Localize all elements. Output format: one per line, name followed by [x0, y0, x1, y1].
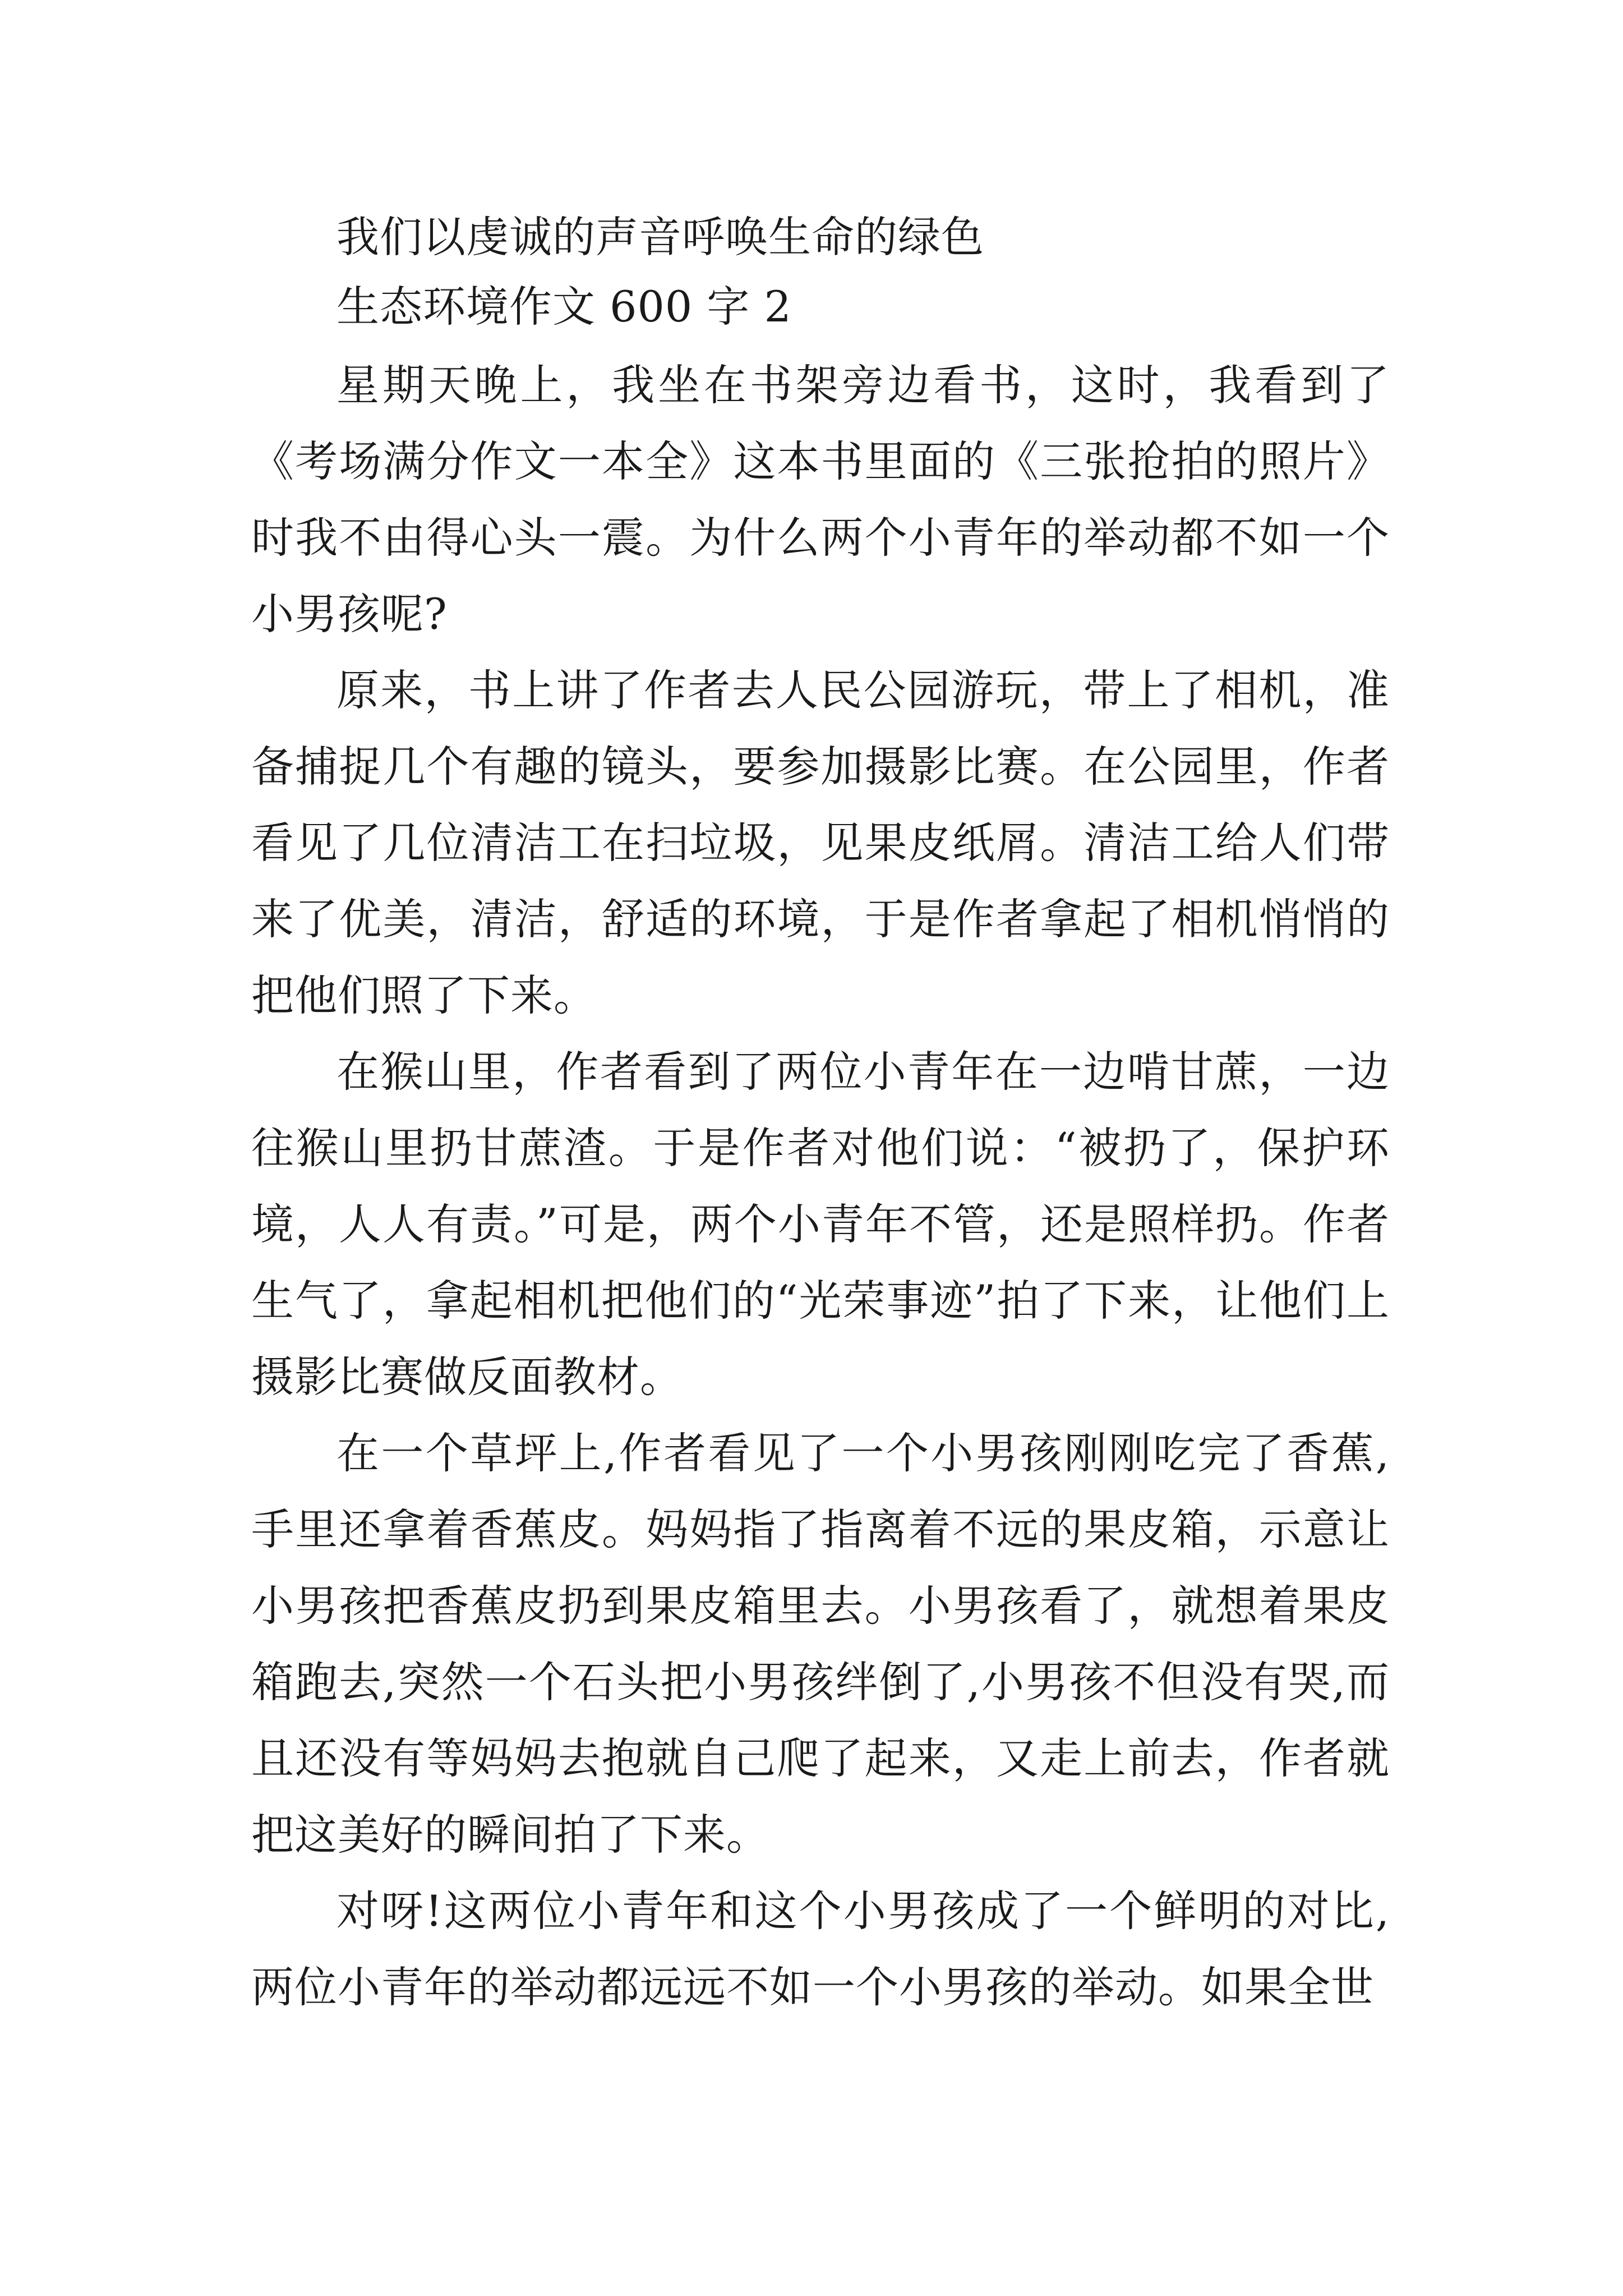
paragraph-3: 在猴山里，作者看到了两位小青年在一边啃甘蔗，一边往猴山里扔甘蔗渣。于是作者对他们说：“被扔了，保护环境，人人有责。”可是，两个小青年不管，还是照样扔。作者生气了，拿起相机把他们的“光荣事迹”拍了下来，让他们上摄影比赛做反面教材。: [251, 1047, 1390, 1402]
paragraph-1: 星期天晚上，我坐在书架旁边看书，这时，我看到了《考场满分作文一本全》这本书里面的《三张抢拍的照片》时我不由得心头一震。为什么两个小青年的举动都不如一个小男孩呢?: [251, 360, 1390, 639]
paragraph-5: 对呀!这两位小青年和这个小男孩成了一个鲜明的对比,两位小青年的举动都远远不如一个小男孩的举动。如果全世: [251, 1886, 1390, 2012]
document-heading: 生态环境作文 600 字 2: [336, 282, 792, 332]
document-body: [251, 199, 1390, 2026]
intro-line: 我们以虔诚的声音呼唤生命的绿色: [336, 212, 984, 262]
paragraph-2: 原来，书上讲了作者去人民公园游玩，带上了相机，准备捕捉几个有趣的镜头，要参加摄影比赛。在公园里，作者看见了几位清洁工在扫垃圾，见果皮纸屑。清洁工给人们带来了优美，清洁，舒适的环境，于是作者拿起了相机悄悄的把他们照了下来。: [251, 665, 1390, 1020]
paragraph-4: 在一个草坪上,作者看见了一个小男孩刚刚吃完了香蕉,手里还拿着香蕉皮。妈妈指了指离着不远的果皮箱，示意让小男孩把香蕉皮扔到果皮箱里去。小男孩看了，就想着果皮箱跑去,突然一个石头把小男孩绊倒了,小男孩不但没有哭,而且还没有等妈妈去抱就自己爬了起来，又走上前去，作者就把这美好的瞬间拍了下来。: [251, 1428, 1390, 1860]
